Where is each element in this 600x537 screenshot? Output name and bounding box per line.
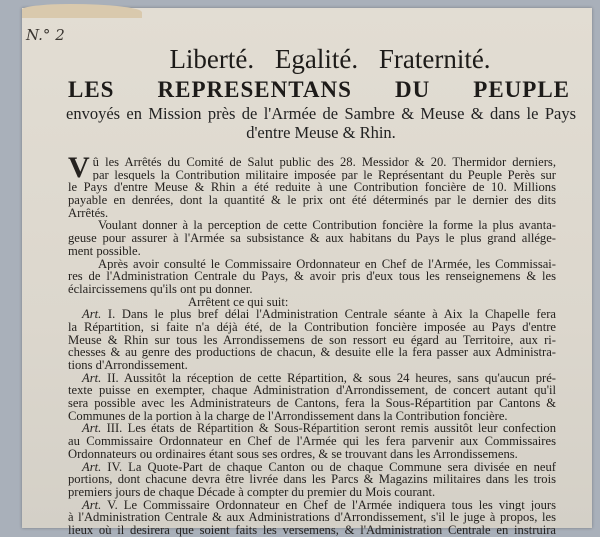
text-line [68,181,556,194]
line-text: par lesquels la Contribution militaire imposée par le Représentant du Peuple Perès sur [92,168,556,182]
line-text: Arrêtent ce qui suit: [188,295,289,309]
text-line [68,296,556,309]
line-text: lieux où il desirera que soient faits les versemens, & l'Administration Centrale en instruira [68,523,556,537]
text-line [68,346,556,359]
line-text: la Répartition, si faite n'a déjà été, de la Contribution foncière imposée au Pays d'entre [68,320,556,334]
text-line [68,486,556,499]
text-line [68,321,556,334]
text-line [68,524,556,537]
line-text: Meuse & Rhin sur tous les Arrondissemens de son ressort eu égard au Territoire, aux ri- [68,333,556,347]
article-label: Art. [82,498,102,512]
line-text: Voulant donner à la perception de cette Contribution foncière la forme la plus avanta- [98,219,556,233]
line-text: tions d'Arrondissement. [68,359,188,372]
text-line [68,422,556,435]
line-text: Ordonnateurs ou ordinaires étant sous ses ordres, & se trouvant dans les Arrondissemens. [68,447,518,461]
line-text: Communes de la portion à la charge de l'Arrondissement dans la Contribution foncière. [68,409,508,423]
text-line [68,194,556,207]
line-text: II. Aussitôt la réception de cette Répartition, & sous 24 heures, sans qu'aucun pré- [101,371,556,385]
decree-body [68,151,556,537]
text-line [68,245,556,258]
line-text: ment possible. [68,244,141,258]
article-label: Art. [82,422,102,436]
text-line [93,156,556,169]
line-text: portions, dont chacune devra être livrée dans les Parcs & Magazins militaires dans les trois [68,473,556,486]
line-text: éclaircissemens qu'ils ont pu donner. [68,282,253,296]
text-line [68,448,556,461]
article-label: Art. [82,308,102,321]
text-line [68,207,556,220]
line-text: chesses & au genre des productions de chacun, & desuite elle la fera passer aux Administra- [68,346,556,359]
line-text: I. Dans le plus bref délai l'Administration Centrale séante à Aix la Chapelle fera [101,308,556,321]
line-text: texte puisse en exempter, chaque Administration d'Arrondissement, de concert autant qu'il [68,384,556,398]
line-text: premiers jours de chaque Décade à compter du premier du Mois courant. [68,485,436,499]
text-line [68,461,556,474]
line-text: IV. La Quote-Part de chaque Canton ou de chaque Commune sera divisée en neuf [101,460,556,474]
line-text: sera possible avec les Administrateurs de Cantons, fera la Sous-Répartition par Cantons & [68,397,556,410]
article-label: Art. [82,371,102,385]
text-line [68,397,556,410]
text-line [68,258,556,271]
text-line [93,169,556,182]
drop-cap: V [68,151,90,184]
text-line [68,384,556,397]
torn-edge [22,4,142,18]
line-text: geuse pour assurer à l'Armée sa subsistance & aux habitans du Pays le plus grand allége- [68,232,556,245]
text-line [68,372,556,385]
text-line [68,410,556,423]
text-line [68,334,556,347]
text-line [68,283,556,296]
line-text: Après avoir consulté le Commissaire Ordonnateur en Chef de l'Armée, les Commissai- [98,257,556,271]
text-line [68,359,556,372]
text-line [68,308,556,321]
subheading [66,104,576,142]
subheading-line: d'entre Meuse & Rhin. [246,123,396,142]
line-text: à l'Administration Centrale & aux Administrations d'Arrondissement, s'il le juge à propos, les [68,511,556,524]
text-line [68,270,556,283]
text-line [68,435,556,448]
text-line [68,232,556,245]
line-text: û les Arrêtés du Comité de Salut public des 28. Messidor & 20. Thermidor derniers, [92,156,556,169]
line-text: le Pays d'entre Meuse & Rhin a été reduite à une Contribution foncière de 10. Millions [68,181,556,195]
line-text: V. Le Commissaire Ordonnateur en Chef de l'Armée indiquera tous les vingt jours [101,498,556,512]
article-label: Art. [82,460,102,474]
line-text: au Commissaire Ordonnateur en Chef de l'Armée qui les fera parvenir aux Commissaires [68,435,556,448]
motto-heading: Liberté. Egalité. Fraternité. [169,44,491,74]
text-line [68,511,556,524]
text-line [68,473,556,486]
main-heading: LES REPRESENTANS DU PEUPLE [68,77,570,102]
line-text: res de l'Administration Centrale du Pays, & avoir pris d'eux tous les renseignemens & les [68,270,556,283]
handwritten-number: N.° 2 [26,26,65,44]
subheading-line: envoyés en Mission près de l'Armée de Sambre & Meuse & dans le Pays [66,104,576,123]
line-text: payable en denrées, dont la quantité & le prix ont été déterminés par le dernier des dits [68,194,556,207]
line-text: Arrêtés. [68,206,109,220]
line-text: III. Les états de Répartition & Sous-Répartition seront remis aussitôt leur confection [101,422,556,436]
text-line [68,499,556,512]
text-line [68,219,556,232]
